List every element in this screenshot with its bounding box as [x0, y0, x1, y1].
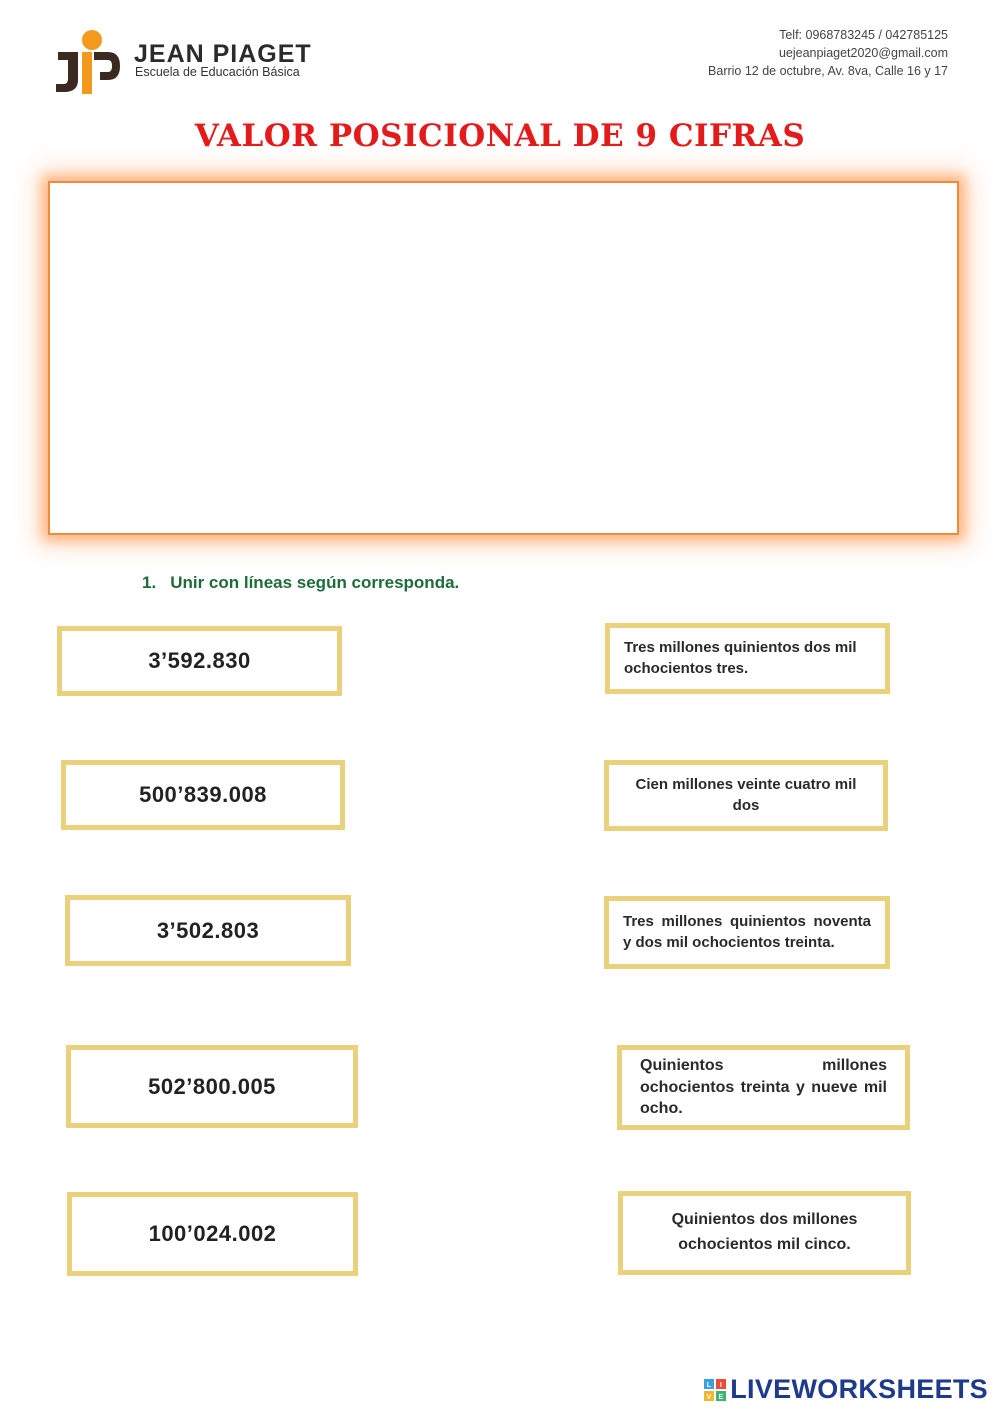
instruction-number: 1. [142, 573, 157, 592]
contact-email: uejeanpiaget2020@gmail.com [778, 46, 948, 60]
word-card-2[interactable] [604, 760, 888, 831]
liveworksheets-logo-icon [704, 1379, 726, 1401]
number-card-5[interactable]: 100’024.002 [67, 1192, 358, 1276]
word-card-4[interactable] [617, 1045, 910, 1130]
school-logo-icon [52, 28, 122, 96]
logo-letter-l: L [706, 1381, 712, 1389]
word-card-2-text: Cien millones veinte cuatro mil dos [635, 776, 857, 814]
contact-phone: Telf: 0968783245 / 042785125 [779, 28, 948, 42]
word-card-5-text: Quinientos dos millones ochocientos mil cinco. [671, 1211, 858, 1253]
word-card-1-text: Tres millones quinientos dos mil ochocientos tres. [624, 639, 857, 677]
logo-letter-e: E [718, 1393, 724, 1401]
word-card-1[interactable] [605, 623, 890, 694]
logo-letter-i: I [720, 1381, 723, 1389]
school-subtitle: Escuela de Educación Básica [135, 65, 300, 79]
number-card-1[interactable]: 3’592.830 [57, 626, 342, 696]
word-card-4-text: Quinientos millones ochocientos treinta y nueve mil ocho. [640, 1057, 887, 1118]
brand-text: LIVEWORKSHEETS [730, 1374, 988, 1404]
instruction-text: Unir con líneas según corresponda. [170, 573, 460, 592]
logo-letter-v: V [706, 1393, 712, 1401]
word-card-3[interactable] [604, 896, 890, 969]
school-name: JEAN PIAGET [134, 40, 312, 68]
number-card-3[interactable]: 3’502.803 [65, 895, 351, 966]
contact-address: Barrio 12 de octubre, Av. 8va, Calle 16 y 17 [708, 64, 948, 78]
instruction [142, 573, 459, 593]
number-card-4[interactable]: 502’800.005 [66, 1045, 358, 1128]
page-title: VALOR POSICIONAL DE 9 CIFRAS [194, 118, 806, 154]
word-card-3-text: Tres millones quinientos noventa y dos mil ochocientos treinta. [623, 913, 871, 951]
video-panel [48, 181, 959, 535]
liveworksheets-brand[interactable] [704, 1374, 988, 1405]
word-card-5[interactable] [618, 1191, 911, 1275]
number-card-2[interactable]: 500’839.008 [61, 760, 345, 830]
